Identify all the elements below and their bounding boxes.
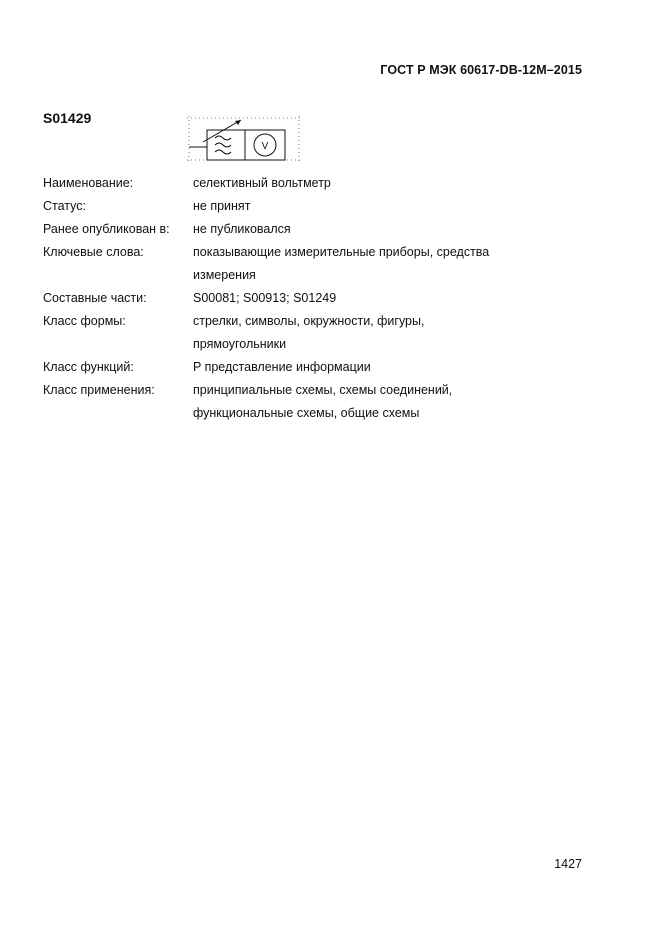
field-shape-class [43,310,563,356]
selective-voltmeter-symbol [185,112,305,169]
properties-list [43,172,563,425]
document-header: ГОСТ Р МЭК 60617-DB-12M–2015 [380,63,582,77]
field-value: P представление информации [193,360,371,374]
field-label: Класс функций: [43,360,134,374]
field-value: S00081; S00913; S01249 [193,291,337,305]
field-value: функциональные схемы, общие схемы [193,406,420,420]
field-name [43,172,563,195]
field-value: измерения [193,268,256,282]
field-value: показывающие измерительные приборы, средства [193,245,490,259]
voltmeter-letter: V [261,141,269,152]
symbol-code: S01429 [43,110,92,126]
field-label: Класс применения: [43,383,155,397]
field-value: прямоугольники [193,337,287,351]
field-value: стрелки, символы, окружности, фигуры, [193,314,425,328]
field-value: не принят [193,199,251,213]
field-value: принципиальные схемы, схемы соединений, [193,383,453,397]
field-status [43,195,563,218]
field-label: Класс формы: [43,314,126,328]
field-components [43,287,563,310]
field-value: не публиковался [193,222,291,236]
field-label: Составные части: [43,291,147,305]
field-label: Ранее опубликован в: [43,222,170,236]
field-label: Ключевые слова: [43,245,144,259]
field-previously-published [43,218,563,241]
field-function-class [43,356,563,379]
field-label: Статус: [43,199,86,213]
field-keywords [43,241,563,287]
field-value: селективный вольтметр [193,176,331,190]
field-label: Наименование: [43,176,134,190]
page-number: 1427 [554,857,582,871]
field-application-class [43,379,563,425]
